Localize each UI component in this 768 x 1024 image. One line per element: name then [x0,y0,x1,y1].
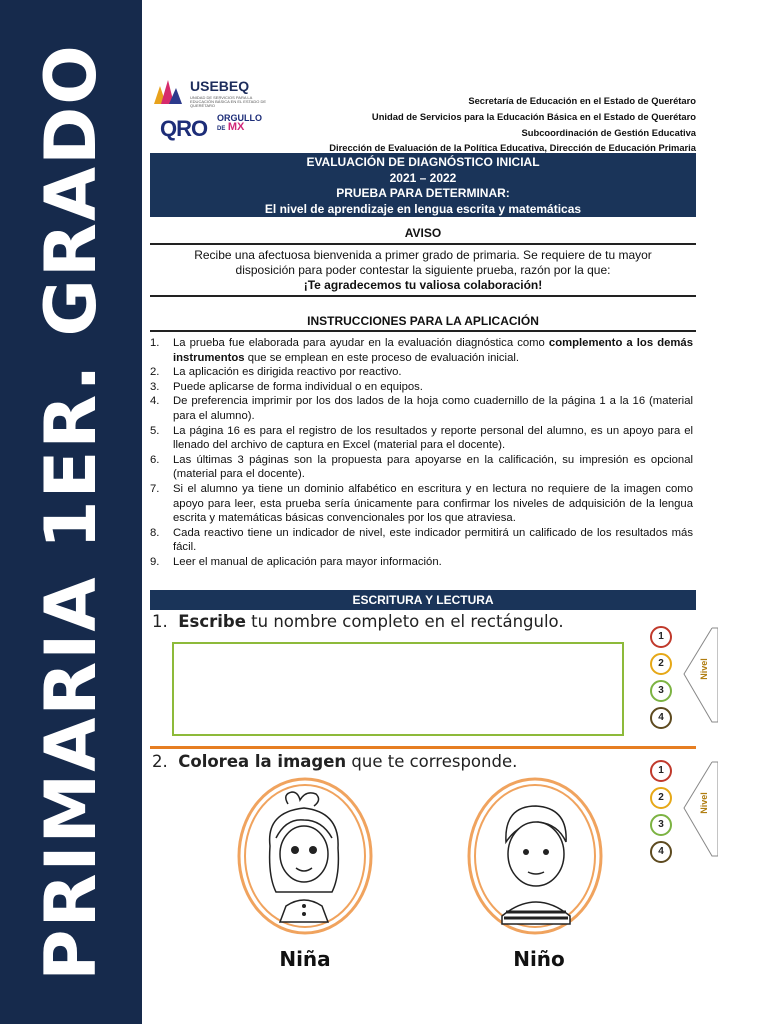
list-item: 9. Leer el manual de aplicación para mayor información. [150,555,442,568]
list-item: 4. De preferencia imprimir por los dos lados de la hoja como cuadernillo de la página 1 a la 16 (material para el alumno). [150,395,693,422]
header-line: Secretaría de Educación en el Estado de Querétaro [468,95,696,106]
title-year: 2021 – 2022 [389,170,457,185]
sidebar-band [0,0,142,1024]
instructions-heading: INSTRUCCIONES PARA LA APLICACIÓN [307,314,539,328]
aviso-heading: AVISO [404,226,442,240]
list-item: 1. La prueba fue elaborada para ayudar en la evaluación diagnóstica como complemento a los demás instrumentos que se emplean en este proceso de evaluación inicial. [150,337,693,364]
girl-drawing-icon [236,776,374,936]
level-option[interactable]: 1 [650,626,672,648]
boy-image-option[interactable] [466,776,604,941]
orgullo-mx-logo: ORGULLO DE MX [217,113,262,133]
level-indicator [650,624,720,724]
usebeq-subtitle: UNIDAD DE SERVICIOS PARA LA EDUCACIÓN BÁSICA EN EL ESTADO DE QUERÉTARO [190,95,267,108]
level-indicator [650,758,720,858]
level-label: Nivel [698,792,709,814]
header-line: Subcoordinación de Gestión Educativa [521,126,696,138]
title-line: PRUEBA PARA DETERMINAR: [336,186,510,200]
qro-logo-text: QRO [160,116,208,141]
aviso-text: Recibe una afectuosa bienvenida a primer grado de primaria. Se requiere de tu mayor disposición para poder contestar la siguiente prueba, razón por la que: ¡Te agradecemos tu valiosa colaboración! [194,248,652,292]
level-option[interactable]: 3 [650,680,672,702]
instructions-list [150,336,693,570]
logo-block [150,76,270,146]
header-line: Unidad de Servicios para la Educación Básica en el Estado de Querétaro [371,110,696,122]
usebeq-logo-icon [152,78,184,106]
name-answer-box[interactable] [172,642,624,736]
header-line: Dirección de Evaluación de la Política Educativa, Dirección de Educación Primaria [329,142,696,154]
divider [150,330,696,332]
usebeq-name: USEBEQ [190,78,250,94]
evaluation-title-box [150,153,696,217]
level-option[interactable]: 2 [650,787,672,809]
list-item: 3. Puede aplicarse de forma individual o en equipos. [150,380,423,393]
list-item: 2. La aplicación es dirigida reactivo por reactivo. [150,366,402,379]
level-label: Nivel [698,658,709,680]
girl-label: Niña [279,947,331,971]
list-item: 7. Si el alumno ya tiene un dominio alfabético en escritura y en lectura no requiere de la imagen como apoyo para leer, esta prueba sería únicamente para confirmar los niveles de adquisición de la lengua escrita y matemáticas básicas convencionales por los que atraviesa. [150,482,693,525]
boy-label: Niño [513,947,565,971]
level-option[interactable]: 4 [650,707,672,729]
question-1: 1. Escribe tu nombre completo en el rectángulo. [152,612,564,631]
divider [150,243,696,245]
institution-header [329,93,696,156]
boy-drawing-icon [466,776,604,936]
title-line: El nivel de aprendizaje en lengua escrita y matemáticas [264,201,582,216]
list-item: 5. La página 16 es para el registro de los resultados y reporte personal del alumno, es un apoyo para el llenado del archivo de captura en Excel (material para el docente). [150,424,693,452]
divider-orange [150,746,696,749]
girl-image-option[interactable] [236,776,374,941]
level-option[interactable]: 3 [650,814,672,836]
section-heading-bar: ESCRITURA Y LECTURA [150,590,696,610]
divider [150,295,696,297]
question-2: 2. Colorea la imagen que te corresponde. [152,752,518,771]
list-item: 6. Las últimas 3 páginas son la propuesta para apoyarse en la calificación, su impresión es opcional (material para el docente). [150,453,693,481]
level-option[interactable]: 1 [650,760,672,782]
level-option[interactable]: 4 [650,841,672,863]
list-item: 8. Cada reactivo tiene un indicador de nivel, este indicador permitirá un calificado de los resultados más fácil. [150,526,693,554]
grade-vertical-title: PRIMARIA 1ER. GRADO [30,43,112,981]
title-line: EVALUACIÓN DE DIAGNÓSTICO INICIAL [306,155,540,169]
level-option[interactable]: 2 [650,653,672,675]
